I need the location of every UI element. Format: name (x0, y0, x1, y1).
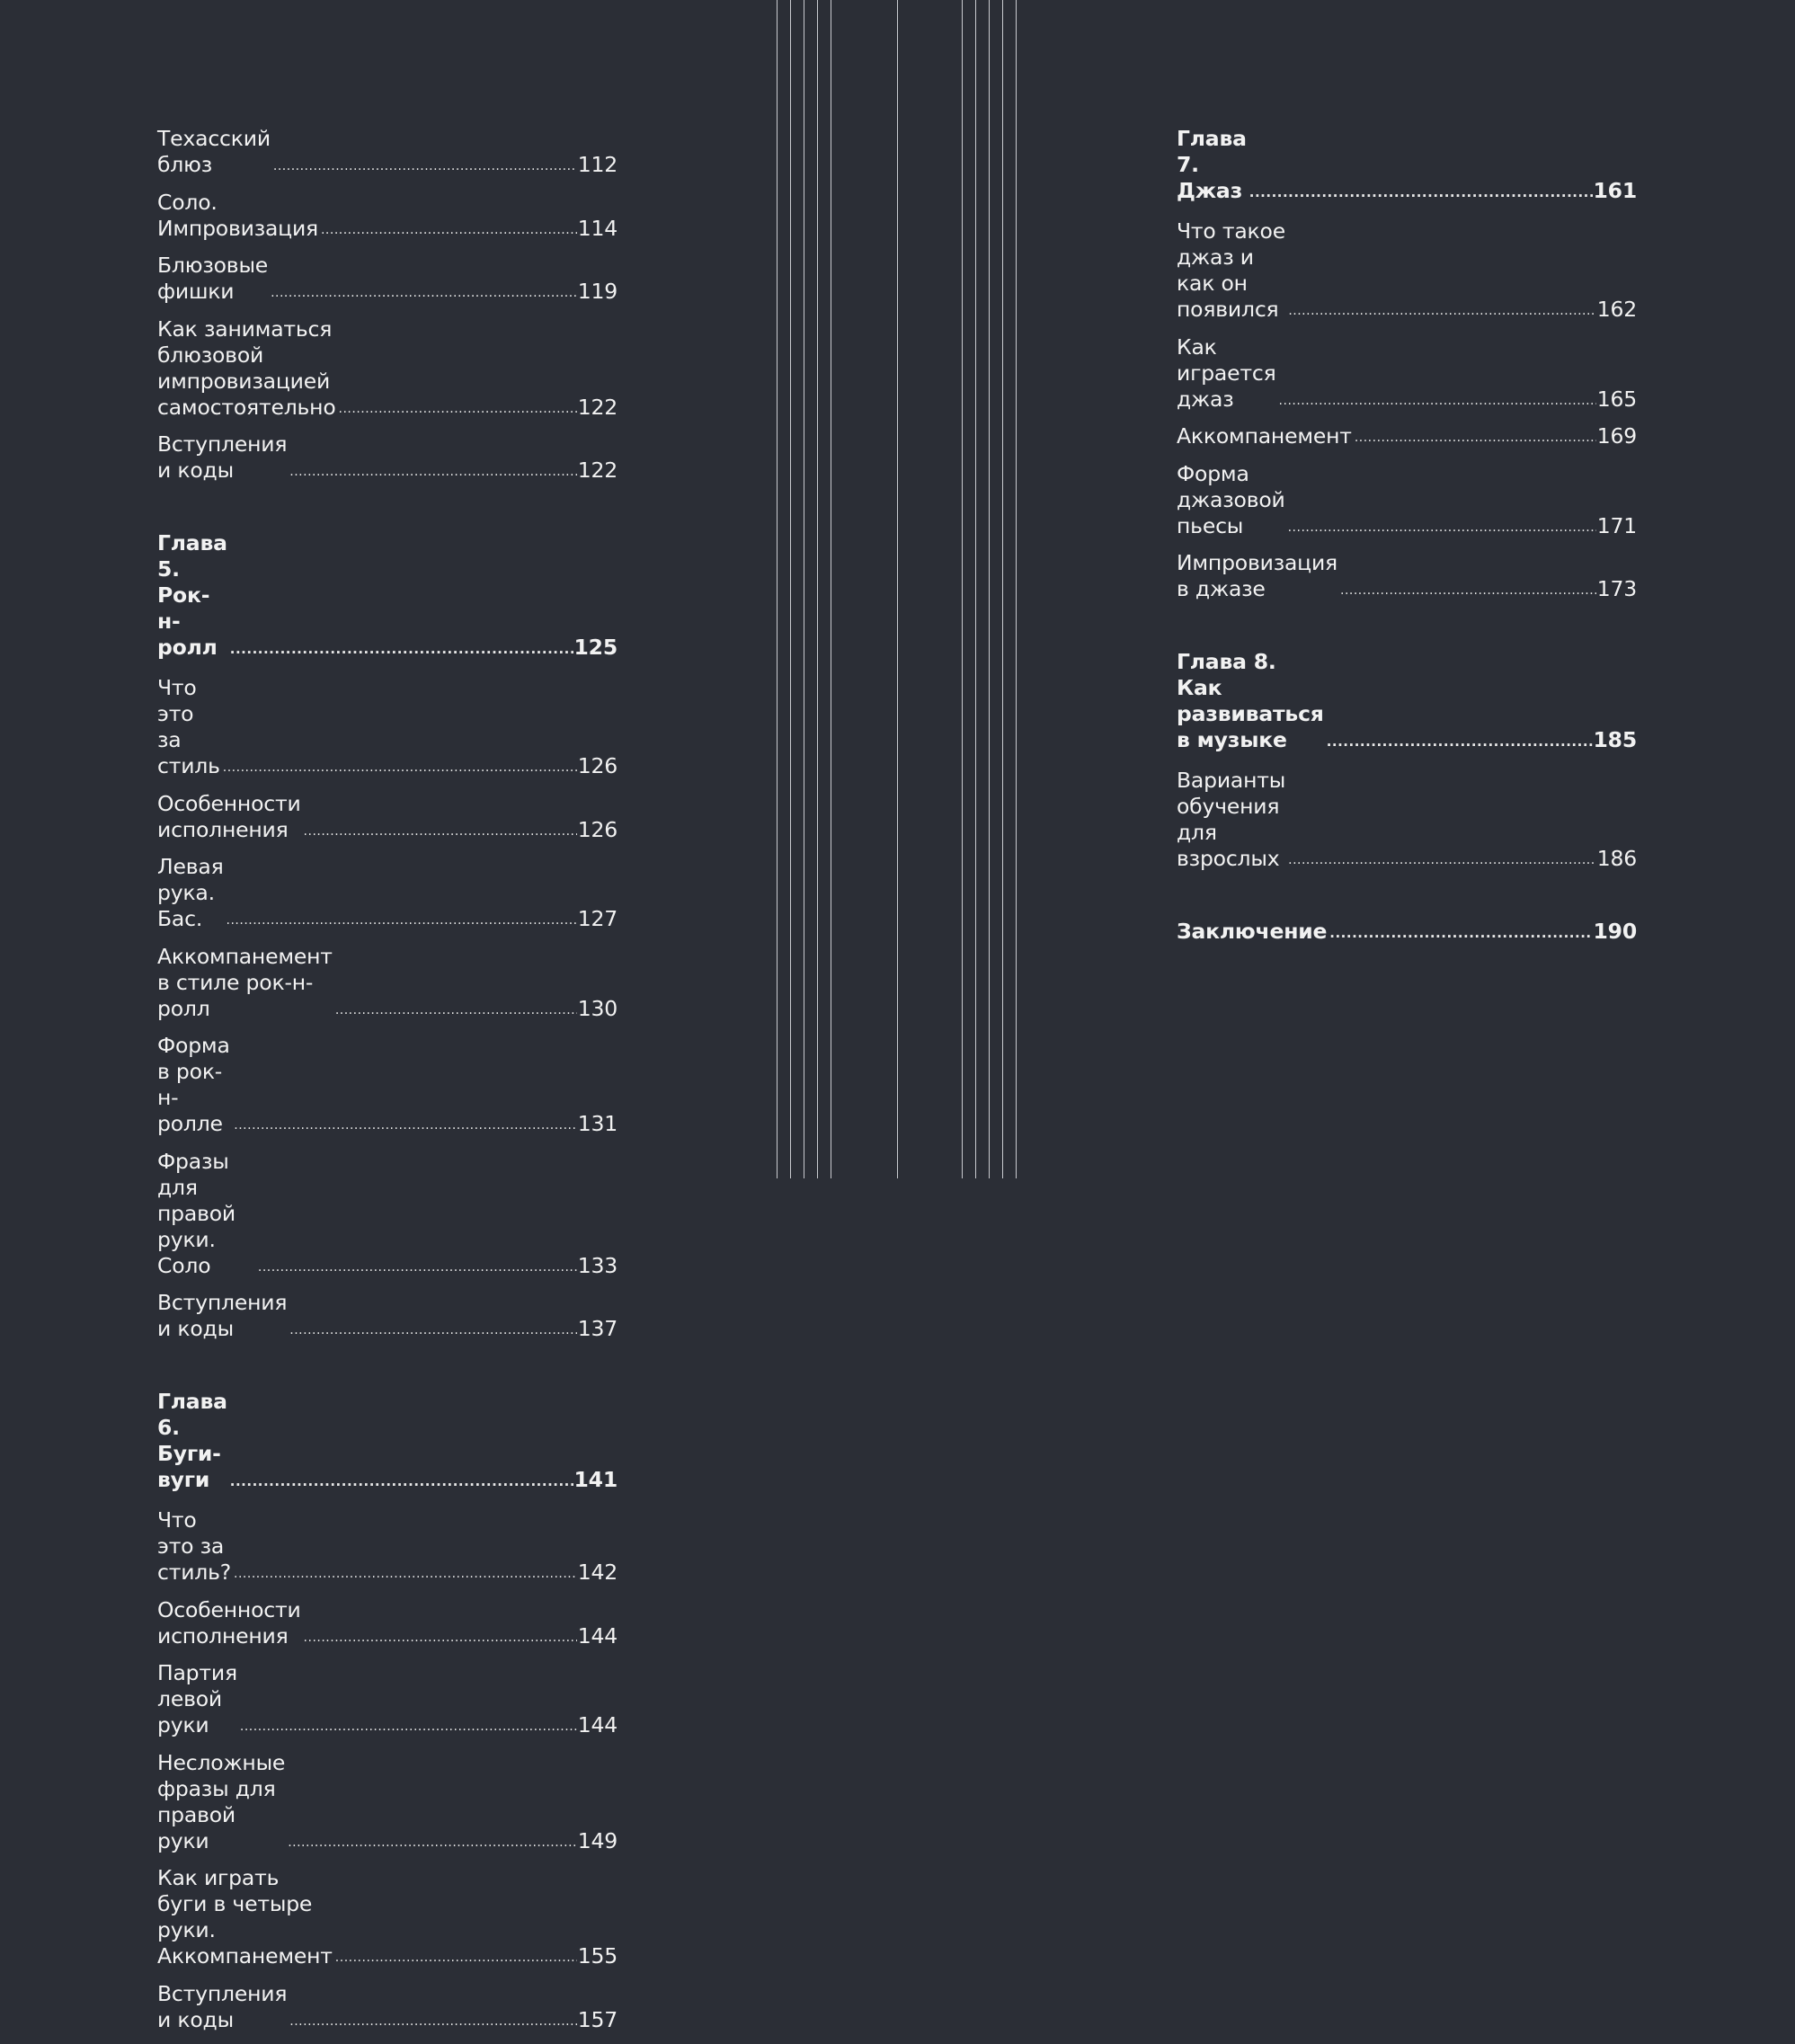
spine-line (962, 0, 963, 1178)
entry-title: Особенности исполнения (157, 790, 301, 842)
dot-leader (258, 1259, 577, 1275)
toc-entry[interactable] (157, 1149, 618, 1279)
chapter-page: 141 (573, 1467, 618, 1492)
entry-title: Соло. Импровизация (157, 189, 318, 241)
toc-entry[interactable] (157, 944, 618, 1022)
entry-title: Импровизация в джазе (1177, 550, 1337, 601)
entry-page: 126 (577, 816, 618, 842)
dot-leader (289, 1322, 576, 1338)
entry-page: 122 (577, 458, 618, 483)
spine-line (777, 0, 778, 1178)
entry-page: 186 (1596, 846, 1637, 871)
spine-line (817, 0, 818, 1178)
spine-line (897, 0, 898, 1178)
entry-title: Что такое джаз и как он появился (1177, 218, 1285, 322)
entry-page: 165 (1596, 386, 1637, 412)
dot-leader (288, 1835, 577, 1851)
entry-title: Техасский блюз (157, 126, 271, 177)
dot-leader (1249, 184, 1593, 200)
entry-title: Партия левой руки (157, 1660, 237, 1737)
entry-title: Блюзовые фишки (157, 253, 269, 304)
dot-leader (1355, 430, 1596, 446)
chapter-page: 125 (573, 635, 618, 660)
entry-page: 119 (577, 279, 618, 304)
right-page (1016, 0, 1795, 1178)
toc-entry[interactable] (157, 190, 618, 242)
entry-title: Несложные фразы для правой руки (157, 1749, 286, 1853)
dot-leader (321, 222, 577, 238)
dot-leader (240, 1719, 577, 1735)
left-toc (157, 126, 618, 2044)
spine-line (975, 0, 976, 1178)
entry-title: Вступления и коды (157, 1290, 288, 1341)
chapter-title: Глава 7. Джаз (1177, 126, 1247, 203)
toc-entry[interactable] (157, 791, 618, 843)
toc-entry[interactable] (157, 1981, 618, 2033)
dot-leader (271, 285, 577, 301)
toc-entry[interactable] (157, 253, 618, 305)
toc-entry[interactable] (157, 1507, 618, 1586)
entry-title: Аккомпанемент (1177, 423, 1352, 449)
toc-entry[interactable] (1177, 218, 1637, 323)
entry-page: 131 (577, 1111, 618, 1136)
toc-entry[interactable] (157, 1660, 618, 1738)
entry-title: Особенности исполнения (157, 1596, 301, 1649)
entry-title: Форма джазовой пьесы (1177, 460, 1285, 538)
dot-leader (339, 401, 577, 417)
toc-entry[interactable] (157, 1290, 618, 1342)
entry-title: Что это за стиль (157, 675, 220, 778)
entry-page: 173 (1596, 576, 1637, 601)
dot-leader (1288, 303, 1595, 319)
entry-title: Варианты обучения для взрослых (1177, 768, 1286, 871)
toc-entry[interactable] (157, 316, 618, 421)
entry-title: Левая рука. Бас. (157, 854, 224, 931)
dot-leader (230, 1473, 573, 1489)
entry-title: Как играть буги в четыре руки. Аккомпанемент (157, 1865, 333, 1968)
chapter-title: Глава 8. Как развиваться в музыке (1177, 649, 1324, 752)
entry-title: Аккомпанемент в стиле рок-н-ролл (157, 943, 333, 1021)
entry-page: 112 (577, 152, 618, 177)
dot-leader (227, 912, 577, 929)
toc-entry[interactable] (157, 675, 618, 779)
dot-leader (1288, 520, 1596, 536)
dot-leader (273, 158, 577, 174)
chapter-heading[interactable] (1177, 649, 1637, 753)
toc-entry[interactable] (1177, 334, 1637, 413)
entry-title: Вступления и коды (157, 1980, 288, 2032)
toc-entry[interactable] (157, 1750, 618, 1854)
toc-entry[interactable] (157, 854, 618, 932)
dot-leader (1327, 733, 1593, 750)
dot-leader (223, 760, 577, 776)
dot-leader (335, 1002, 577, 1018)
entry-page: 137 (577, 1316, 618, 1341)
left-page (0, 0, 773, 2032)
chapter-page: 185 (1593, 727, 1637, 752)
entry-title: Фразы для правой руки. Соло (157, 1148, 235, 1278)
chapter-heading[interactable] (1177, 126, 1637, 204)
entry-page: 162 (1596, 297, 1637, 322)
entry-page: 169 (1596, 423, 1637, 449)
toc-entry[interactable] (157, 431, 618, 484)
toc-entry[interactable] (157, 1865, 618, 1969)
chapter-heading[interactable] (157, 530, 618, 661)
dot-leader (1288, 852, 1596, 868)
dot-leader (289, 2013, 576, 2030)
entry-title: Вступления и коды (157, 431, 288, 483)
chapter-heading[interactable] (157, 1389, 618, 1493)
dot-leader (304, 823, 577, 840)
toc-entry[interactable] (157, 1597, 618, 1649)
spine-line (1002, 0, 1003, 1178)
dot-leader (289, 464, 576, 480)
chapter-title: Заключение (1177, 919, 1328, 944)
entry-page: 144 (577, 1622, 618, 1649)
dot-leader (234, 1566, 577, 1582)
entry-page: 157 (577, 2006, 618, 2032)
dot-leader (234, 1117, 576, 1133)
spine-line (790, 0, 791, 1178)
dot-leader (335, 1950, 577, 1966)
toc-entry[interactable] (157, 1033, 618, 1137)
entry-page: 144 (577, 1712, 618, 1737)
entry-title: Форма в рок-н-ролле (157, 1033, 230, 1136)
toc-entry[interactable] (157, 126, 618, 178)
dot-leader (304, 1630, 577, 1646)
chapter-page: 161 (1593, 178, 1637, 203)
entry-page: 127 (577, 906, 618, 931)
chapter-page: 190 (1593, 919, 1637, 944)
entry-title: Как заниматься блюзовой импровизацией самостоятельно (157, 315, 336, 420)
dot-leader (1329, 925, 1592, 941)
dot-leader (1340, 582, 1596, 599)
entry-page: 149 (577, 1827, 618, 1853)
entry-page: 126 (577, 753, 618, 778)
chapter-heading[interactable] (1177, 919, 1637, 945)
entry-page: 133 (577, 1252, 618, 1278)
dot-leader (230, 641, 573, 657)
entry-page: 114 (577, 215, 618, 241)
entry-title: Как играется джаз (1177, 333, 1276, 412)
toc-entry[interactable] (1177, 550, 1637, 602)
entry-title: Что это за стиль? (157, 1507, 232, 1585)
toc-entry[interactable] (1177, 423, 1637, 449)
entry-page: 142 (577, 1560, 618, 1585)
chapter-title: Глава 5. Рок-н-ролл (157, 530, 227, 660)
entry-page: 130 (577, 995, 618, 1021)
chapter-title: Глава 6. Буги-вуги (157, 1389, 227, 1492)
entry-page: 155 (577, 1943, 618, 1968)
entry-page: 122 (577, 394, 618, 420)
dot-leader (1279, 393, 1596, 409)
entry-page: 171 (1596, 512, 1637, 538)
spine-line (989, 0, 990, 1178)
toc-entry[interactable] (1177, 461, 1637, 539)
toc-entry[interactable] (1177, 768, 1637, 872)
right-toc (1177, 126, 1637, 959)
